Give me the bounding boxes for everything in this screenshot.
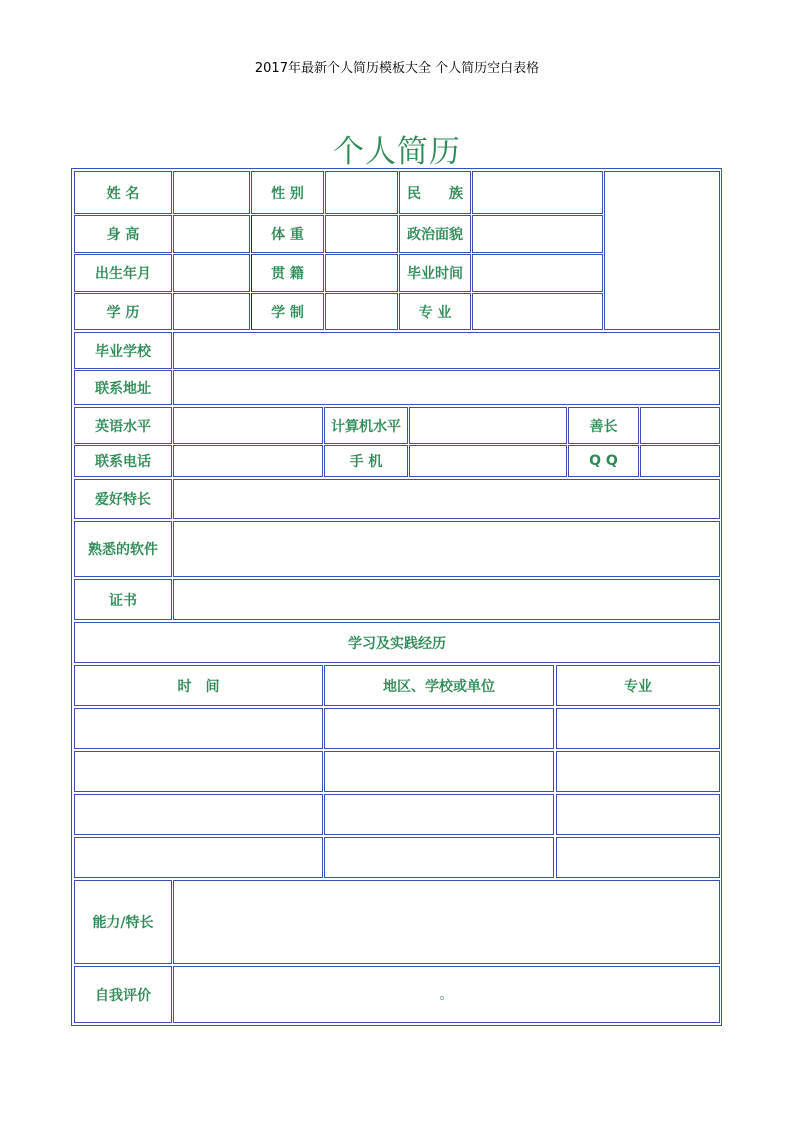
- label-hobbies: 爱好特长: [74, 479, 172, 519]
- label-ethnic: 民 族: [399, 171, 471, 214]
- label-ability: 能力/特长: [74, 880, 172, 964]
- experience-place-cell[interactable]: [324, 751, 554, 792]
- label-height: 身 高: [74, 215, 172, 253]
- label-education: 学 历: [74, 293, 172, 330]
- field-weight[interactable]: [325, 215, 398, 253]
- label-specialty: 善长: [568, 407, 639, 444]
- experience-place-cell[interactable]: [324, 708, 554, 749]
- experience-time-cell[interactable]: [74, 837, 323, 878]
- field-duration[interactable]: [325, 293, 398, 330]
- label-address: 联系地址: [74, 370, 172, 405]
- field-self-eval[interactable]: [173, 966, 720, 1023]
- photo-box[interactable]: [604, 171, 720, 330]
- self-eval-text: 。: [439, 987, 454, 1003]
- field-ethnic[interactable]: [472, 171, 603, 214]
- experience-major-cell[interactable]: [556, 794, 720, 835]
- label-birth: 出生年月: [74, 254, 172, 292]
- label-school: 毕业学校: [74, 332, 172, 369]
- label-computer: 计算机水平: [324, 407, 408, 444]
- label-weight: 体 重: [251, 215, 324, 253]
- label-origin: 贯 籍: [251, 254, 324, 292]
- field-birth[interactable]: [173, 254, 250, 292]
- experience-place-cell[interactable]: [324, 794, 554, 835]
- field-english[interactable]: [173, 407, 323, 444]
- field-name[interactable]: [173, 171, 250, 214]
- label-phone: 联系电话: [74, 445, 172, 477]
- experience-time-cell[interactable]: [74, 751, 323, 792]
- experience-major-cell[interactable]: [556, 837, 720, 878]
- field-education[interactable]: [173, 293, 250, 330]
- label-qq: Q Q: [568, 445, 639, 477]
- label-gender: 性 别: [251, 171, 324, 214]
- field-height[interactable]: [173, 215, 250, 253]
- column-header-place: 地区、学校或单位: [324, 665, 554, 706]
- experience-section-title: 学习及实践经历: [74, 622, 720, 663]
- field-school[interactable]: [173, 332, 720, 369]
- column-header-time: 时 间: [74, 665, 323, 706]
- label-grad-time: 毕业时间: [399, 254, 471, 292]
- field-phone[interactable]: [173, 445, 323, 477]
- field-ability[interactable]: [173, 880, 720, 964]
- field-political[interactable]: [472, 215, 603, 253]
- label-name: 姓 名: [74, 171, 172, 214]
- field-certificate[interactable]: [173, 579, 720, 620]
- field-major[interactable]: [472, 293, 603, 330]
- label-political: 政治面貌: [399, 215, 471, 253]
- field-hobbies[interactable]: [173, 479, 720, 519]
- field-address[interactable]: [173, 370, 720, 405]
- label-software: 熟悉的软件: [74, 521, 172, 577]
- document-header: 2017年最新个人简历模板大全 个人简历空白表格: [254, 61, 540, 76]
- experience-major-cell[interactable]: [556, 708, 720, 749]
- label-certificate: 证书: [74, 579, 172, 620]
- field-gender[interactable]: [325, 171, 398, 214]
- experience-time-cell[interactable]: [74, 708, 323, 749]
- field-qq[interactable]: [640, 445, 720, 477]
- experience-major-cell[interactable]: [556, 751, 720, 792]
- label-duration: 学 制: [251, 293, 324, 330]
- field-software[interactable]: [173, 521, 720, 577]
- field-grad-time[interactable]: [472, 254, 603, 292]
- label-mobile: 手 机: [324, 445, 408, 477]
- field-origin[interactable]: [325, 254, 398, 292]
- resume-title: 个人简历: [333, 134, 461, 170]
- label-major: 专 业: [399, 293, 471, 330]
- field-specialty[interactable]: [640, 407, 720, 444]
- experience-time-cell[interactable]: [74, 794, 323, 835]
- field-mobile[interactable]: [409, 445, 567, 477]
- experience-place-cell[interactable]: [324, 837, 554, 878]
- column-header-major: 专业: [556, 665, 720, 706]
- label-english: 英语水平: [74, 407, 172, 444]
- field-computer[interactable]: [409, 407, 567, 444]
- label-self-eval: 自我评价: [74, 966, 172, 1023]
